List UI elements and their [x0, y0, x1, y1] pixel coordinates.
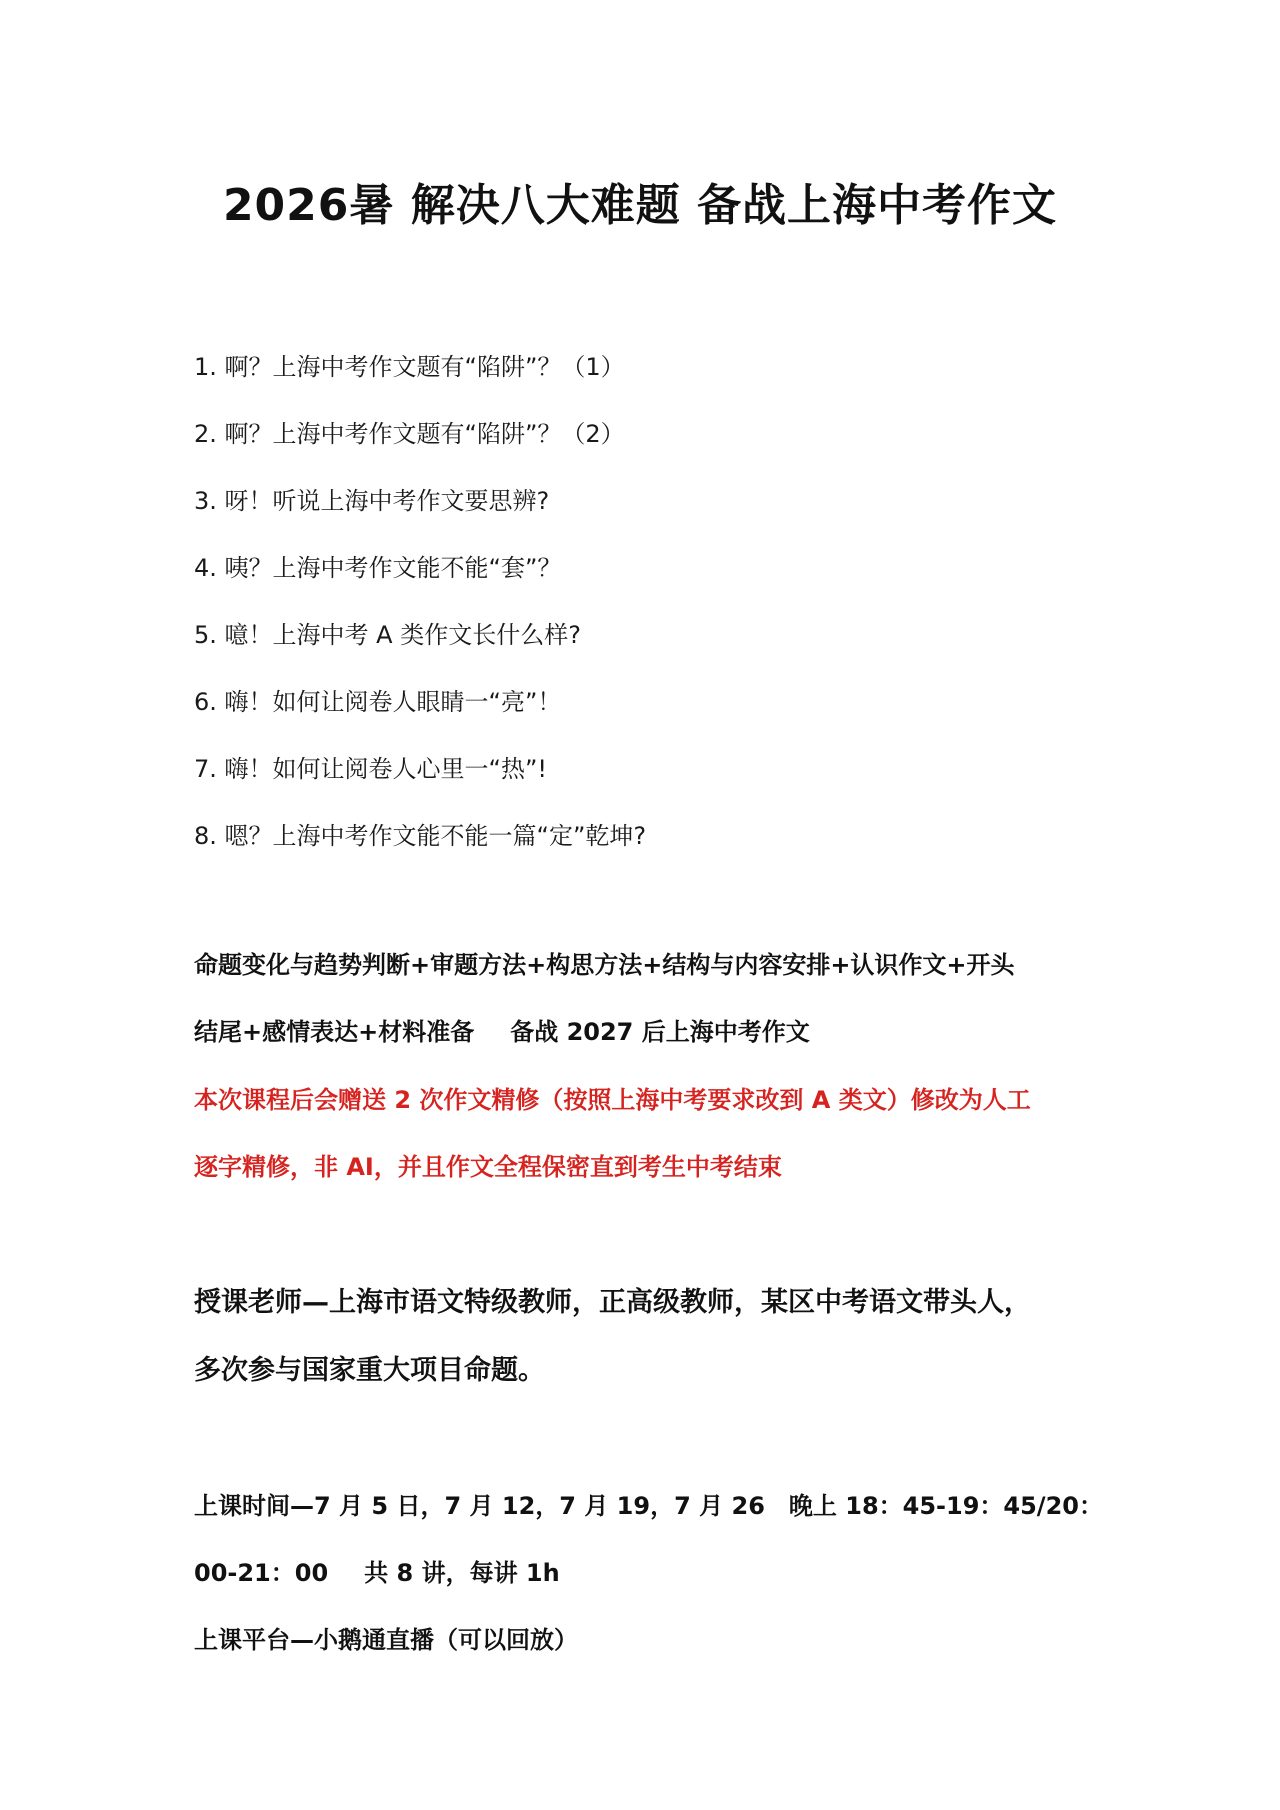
summary-goal: 备战 2027 后上海中考作文 [510, 1018, 810, 1046]
list-item: 1. 啊？上海中考作文题有“陷阱”？（1） [194, 353, 625, 381]
schedule-time-line-1: 上课时间—7 月 5 日，7 月 12，7 月 19，7 月 26 晚上 18：45-19：45/20： [194, 1492, 1103, 1520]
teacher-line-2: 多次参与国家重大项目命题。 [194, 1355, 545, 1386]
topic-list [194, 334, 646, 870]
list-item: 8. 嗯？上海中考作文能不能一篇“定”乾坤? [194, 822, 647, 850]
gift-notice [194, 1067, 1094, 1201]
schedule-time-line-2 [194, 1540, 1094, 1607]
schedule-time-tail: 00-21：00 [194, 1559, 329, 1587]
list-item: 2. 啊？上海中考作文题有“陷阱”？（2） [194, 420, 625, 448]
schedule-platform: 上课平台—小鹅通直播（可以回放） [194, 1626, 578, 1654]
gift-line-1: 本次课程后会赠送 2 次作文精修（按照上海中考要求改到 A 类文）修改为人工 [194, 1086, 1031, 1114]
summary-line-1: 命题变化与趋势判断+审题方法+构思方法+结构与内容安排+认识作文+开头 [194, 951, 1015, 979]
page-title: 2026暑 解决八大难题 备战上海中考作文 [222, 180, 1058, 231]
summary-line-2 [194, 999, 1094, 1066]
list-item: 6. 嗨！如何让阅卷人眼睛一“亮”！ [194, 688, 562, 716]
list-item: 3. 呀！听说上海中考作文要思辨? [194, 487, 550, 515]
list-item: 4. 咦？上海中考作文能不能“套”？ [194, 554, 562, 582]
schedule-info [194, 1473, 1103, 1674]
list-item: 7. 嗨！如何让阅卷人心里一“热”! [194, 755, 548, 783]
schedule-lecture-count: 共 8 讲，每讲 1h [364, 1559, 560, 1587]
teacher-line-1: 授课老师—上海市语文特级教师，正高级教师，某区中考语文带头人， [194, 1287, 1031, 1318]
list-item: 5. 噫！上海中考 A 类作文长什么样? [194, 621, 581, 649]
teacher-info [194, 1269, 1094, 1405]
summary-topics-tail: 结尾+感情表达+材料准备 [194, 1018, 475, 1046]
course-summary [194, 932, 1094, 1066]
gift-line-2: 逐字精修，非 AI，并且作文全程保密直到考生中考结束 [194, 1153, 782, 1181]
